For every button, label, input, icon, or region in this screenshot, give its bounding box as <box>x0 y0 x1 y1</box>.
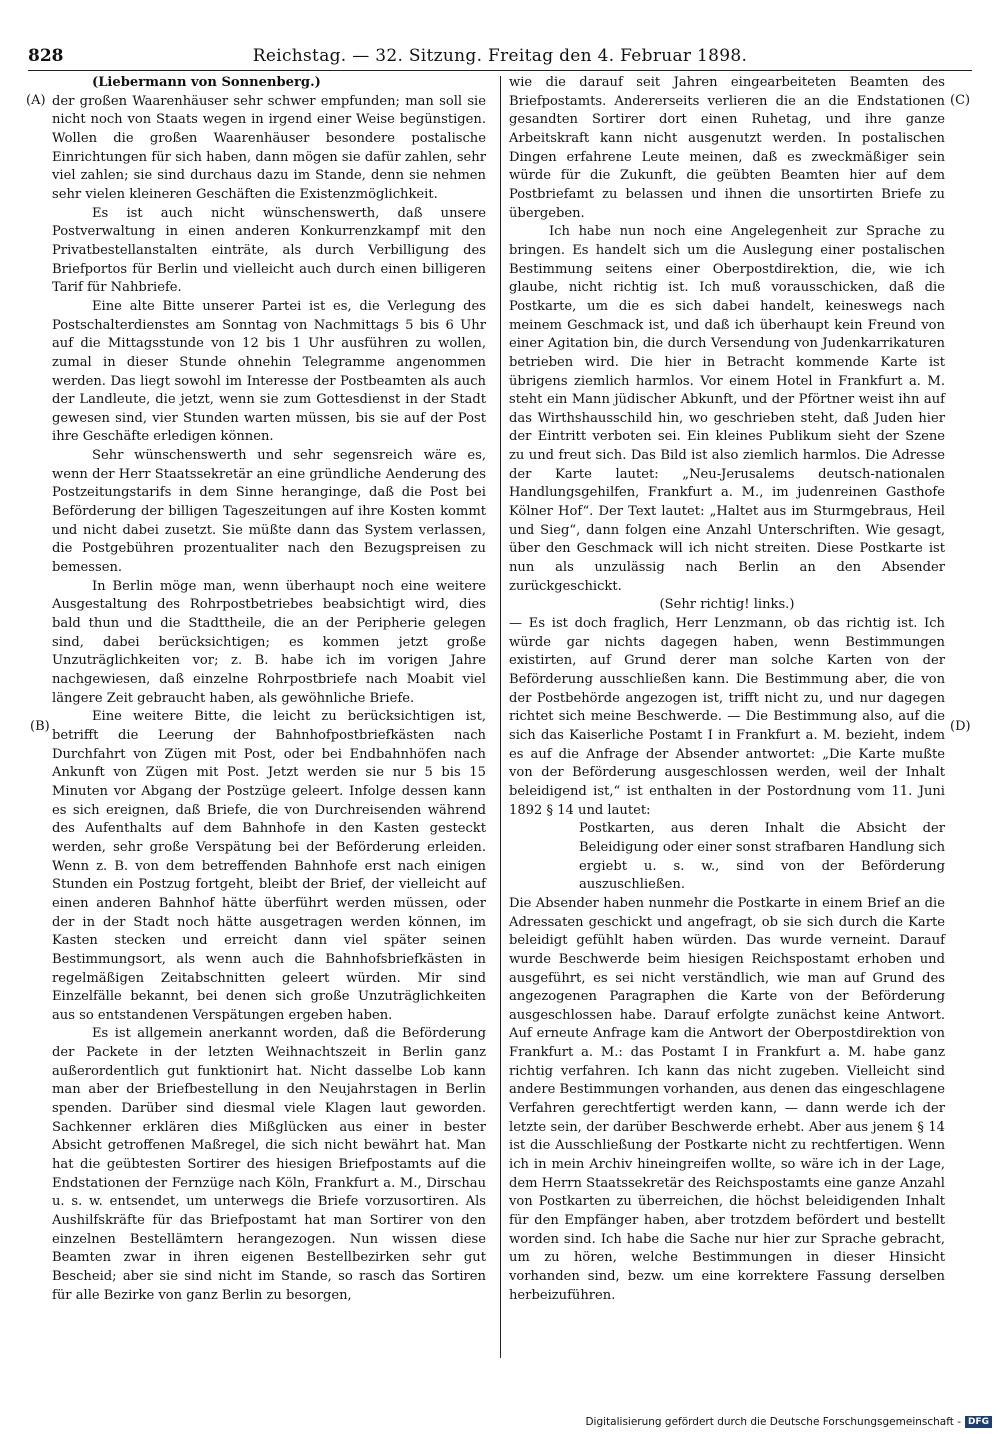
quoted-regulation: Postkarten, aus deren Inhalt die Absicht der Beleidigung oder einer sonst strafbaren Handlung sich ergiebt u. s. w., sind von der Beförderung auszuschließen. <box>579 821 946 893</box>
right-column <box>509 74 945 1305</box>
paragraph: Eine weitere Bitte, die leicht zu berücksichtigen ist, betrifft die Leerung der Bahnhofpostbriefkästen nach Durchfahrt von Zügen mit Post, oder bei Endbahnhöfen nach Ankunft von Zügen mit Post. Jetzt werden sie nur 5 bis 15 Minuten vor Abgang der Postzüge geleert. Infolge dessen kann es sich ereignen, daß Briefe, die von Durchreisenden während des Aufenthalts auf dem Bahnhofe in den Kasten gesteckt werden, sehr große Verspätung bei der Beförderung erleiden. Wenn z. B. von dem betreffenden Bahnhofe erst nach einigen Stunden ein Postzug fortgeht, bleibt der Brief, der vielleicht auf einen anderen Bahnhof hätte überführt werden müssen, oder der in der Stadt noch hätte ausgetragen werden können, im Kasten stecken und erreicht dann viel später seinen Bestimmungsort, als wenn auch die Bahnhofsbriefkästen in regelmäßigen Zeitabschnitten geleert würden. Mir sind Einzelfälle bekannt, bei denen sich große Unzuträglichkeiten aus so entstandenen Verspätungen ergeben haben. <box>52 709 486 1023</box>
margin-marker-a: (A) <box>26 93 46 108</box>
dfg-logo: DFG <box>965 1416 992 1428</box>
footer <box>585 1416 992 1428</box>
margin-marker-b: (B) <box>30 719 50 734</box>
paragraph: Es ist allgemein anerkannt worden, daß die Beförderung der Packete in der letzten Weihnachtszeit in Berlin ganz außerordentlich gut funktionirt hat. Nicht dasselbe Lob kann man aber der Briefbestellung in den Neujahrstagen in Berlin spenden. Darüber sind diesmal viele Klagen laut geworden. Sachkenner erklären dies Mißglücken aus einer in bester Absicht getroffenen Maßregel, die sich nicht bewährt hat. Man hat die geübtesten Sortirer des hiesigen Briefpostamts auf die Endstationen der Fernzüge nach Köln, Frankfurt a. M., Dirschau u. s. w. entsendet, um unterwegs die Briefe vorzusortiren. Als Aushilfskräfte für das Briefpostamt hat man Sortirer von den einzelnen Bestellämtern herangezogen. Nun wissen diese Beamten zwar in ihren eigenen Bestellbezirken sehr gut Bescheid; aber sie sind nicht im Stande, so rasch das Sortiren für alle Bezirke von ganz Berlin zu besorgen, <box>52 1026 486 1303</box>
page-number: 828 <box>28 46 64 66</box>
paragraph: Die Absender haben nunmehr die Postkarte in einem Brief an die Adressaten geschickt und angefragt, ob sie sich durch die Karte beleidigt gefühlt haben würden. Das wurde verneint. Darauf wurde Beschwerde beim hiesigen Reichspostamt erhoben und ausgeführt, es sei nicht verständlich, wie man auf Grund des angezogenen Paragraphen die Karte von der Beförderung ausgeschlossen habe. Darauf erfolgte zunächst keine Antwort. Auf erneute Anfrage kam die Antwort der Oberpostdirektion von Frankfurt a. M.: das Postamt I in Frankfurt a. M. habe ganz richtig verfahren. Ich kann das nicht zugeben. Vielleicht sind andere Bestimmungen vorhanden, aus denen das eingeschlagene Verfahren gerechtfertigt werden kann, — dann werde ich der letzte sein, der darüber Beschwerde erhebt. Aber aus jenem § 14 ist die Ausschließung der Postkarte nicht zu rechtfertigen. Wenn ich in mein Archiv hineingreifen wollte, so wäre ich in der Lage, dem Herrn Staatssekretär des Reichspostamts eine ganze Anzahl von Postkarten zu überreichen, die höchst beleidigenden Inhalt für den Empfänger haben, aber trotzdem befördert und bestellt worden sind. Ich habe die Sache nur hier zur Sprache gebracht, um zu hören, welche Bestimmungen in dieser Hinsicht vorhanden sind, bezw. um eine korrektere Fassung derselben herbeizuführen. <box>509 895 945 1303</box>
footer-text: Digitalisierung gefördert durch die Deutsche Forschungsgemeinschaft - <box>585 1416 961 1428</box>
interjection-note: (Sehr richtig! links.) <box>659 597 795 613</box>
paragraph: der großen Waarenhäuser sehr schwer empfunden; man soll sie nicht noch von Staats wegen in irgend einer Weise begünstigen. Wollen die großen Waarenhäuser besondere postalische Einrichtungen für sich haben, dann mögen sie dafür zahlen, sehr viel zahlen; sie sind durchaus dazu im Stande, denn sie nehmen sehr vielen kleineren Geschäften die Existenzmöglichkeit. <box>52 93 486 202</box>
paragraph: Ich habe nun noch eine Angelegenheit zur Sprache zu bringen. Es handelt sich um die Auslegung einer postalischen Bestimmung seitens einer Oberpostdirektion, die, wie ich glaube, nicht richtig ist. Ich muß vorausschicken, daß die Postkarte, um die es sich dabei handelt, keineswegs nach meinem Geschmack ist, und daß ich überhaupt kein Freund von einer Agitation bin, die durch Versendung von Judenkarrikaturen betrieben wird. Die hier in Betracht kommende Karte ist übrigens ziemlich harmlos. Vor einem Hotel in Frankfurt a. M. steht ein Mann jüdischer Abkunft, und der Pförtner weist ihn auf das Wirthshausschild hin, wo geschrieben steht, daß Juden hier der Eintritt verboten sei. Ein kleines Publikum sieht der Szene zu und freut sich. Das Bild ist also ziemlich harmlos. Die Adresse der Karte lautet: „Neu-Jerusalems deutsch-nationalen Handlungsgehilfen, Frankfurt a. M., im judenreinen Gasthofe Kölner Hof“. Der Text lautet: „Haltet aus im Sturmgebraus, Heil und Sieg“, dann folgen eine Anzahl Unterschriften. Wie gesagt, über den Geschmack will ich nicht streiten. Diese Postkarte ist nun als unzulässig nach Berlin an den Absender zurückgeschickt. <box>509 224 945 594</box>
running-head: Reichstag. — 32. Sitzung. Freitag den 4. Februar 1898. <box>252 46 748 66</box>
speaker-name: (Liebermann von Sonnenberg.) <box>92 75 321 90</box>
paragraph: Eine alte Bitte unserer Partei ist es, die Verlegung des Postschalterdienstes am Sonntag von Nachmittags 5 bis 6 Uhr auf die Mittagsstunde von 12 bis 1 Uhr ausführen zu wollen, zumal in dieser Stunde ohnehin Telegramme angenommen werden. Das liegt sowohl im Interesse der Postbeamten als auch der Landleute, die jetzt, wenn sie zum Gottesdienst in der Stadt gewesen sind, vier Stunden warten müssen, bis sie auf der Post ihre Geschäfte erledigen können. <box>52 298 486 445</box>
paragraph: Es ist auch nicht wünschenswerth, daß unsere Postverwaltung in einen anderen Konkurrenzkampf mit den Privatbestellanstalten einträte, als durch Verbilligung des Briefportos für Berlin und vielleicht auch durch einen billigeren Tarif für Nahbriefe. <box>52 205 486 296</box>
left-column <box>52 74 486 1305</box>
margin-marker-c: (C) <box>950 93 971 108</box>
paragraph: In Berlin möge man, wenn überhaupt noch eine weitere Ausgestaltung des Rohrpostbetriebes beabsichtigt wird, dies bald thun und die Stadttheile, die an der Peripherie gelegen sind, dabei berücksichtigen; es kommen jetzt große Unzuträglichkeiten vor; z. B. habe ich im vorigen Jahre nachgewiesen, daß einzelne Rohrpostbriefe nach Moabit viel längere Zeit gebraucht haben, als gewöhnliche Briefe. <box>52 578 486 706</box>
paragraph: — Es ist doch fraglich, Herr Lenzmann, ob das richtig ist. Ich würde gar nichts dagegen haben, wenn Bestimmungen existirten, auf Grund derer man solche Karten von der Beförderung ausschließen kann. Die Bestimmung aber, die von der Postbehörde angezogen ist, trifft nicht zu, und nur dagegen richtet sich meine Beschwerde. — Die Bestimmung also, auf die sich das Kaiserliche Postamt I in Frankfurt a. M. bezieht, indem es auf die Anfrage der Absender antwortet: „Die Karte mußte von der Beförderung ausgeschlossen werden, weil der Inhalt beleidigend ist,“ ist enthalten in der Postordnung vom 11. Juni 1892 § 14 und lautet: <box>509 616 945 818</box>
paragraph: Sehr wünschenswerth und sehr segensreich wäre es, wenn der Herr Staatssekretär an eine gründliche Aenderung des Postzeitungstarifs in dem Sinne heranginge, daß die Post bei Beförderung der billigen Tageszeitungen auf ihre Kosten kommt und nicht dabei zusetzt. Sie müßte dann das System verlassen, die Postgebühren prozentualiter nach den Bezugspreisen zu bemessen. <box>52 448 486 576</box>
column-divider <box>500 76 501 1358</box>
margin-marker-d: (D) <box>950 719 971 734</box>
header-rule <box>28 70 972 71</box>
paragraph: wie die darauf seit Jahren eingearbeiteten Beamten des Briefpostamts. Andererseits verlieren die an die Endstationen gesandten Sortirer dort einen Ruhetag, und ihre ganze Arbeitskraft kann nicht ausgenutzt werden. In postalischen Dingen erfahrene Leute meinen, daß es zweckmäßiger sein würde für die Zukunft, die geübten Beamten hier auf dem Postbriefamt zu belassen und ihnen die unsortirten Briefe zu übergeben. <box>509 75 945 221</box>
